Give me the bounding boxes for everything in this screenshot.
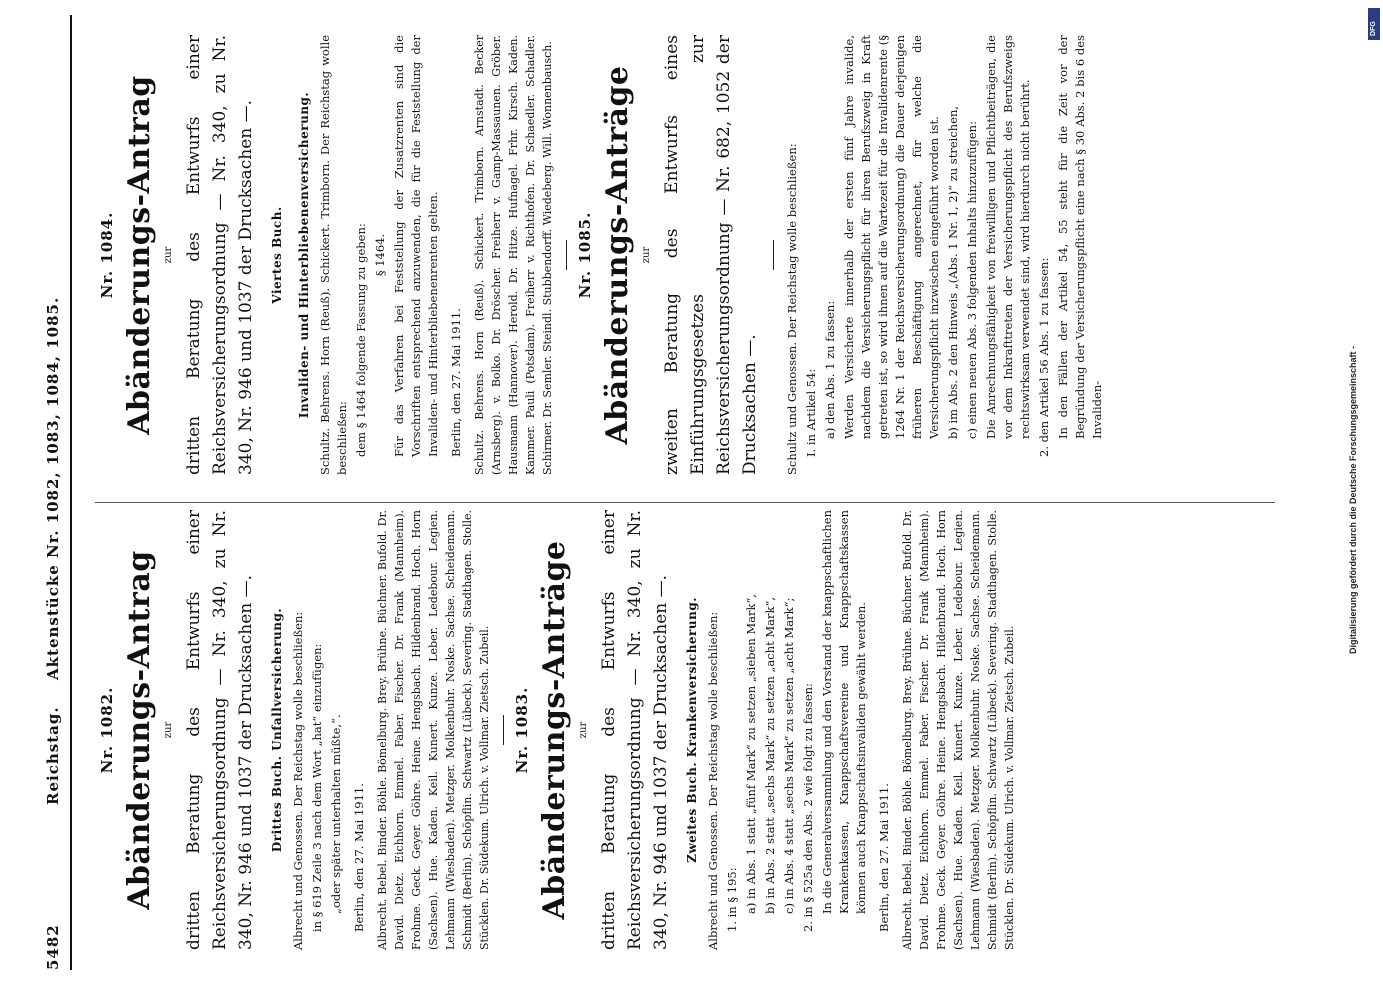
motion-date: Berlin, den 27. Mai 1911. [352, 783, 366, 932]
motion-1085 [577, 35, 1106, 475]
document-title: Aktenstücke Nr. 1082, 1083, 1084, 1085. [44, 296, 62, 680]
section-heading: Zweites Buch. Krankenversicherung. [685, 597, 699, 863]
list-item: 2. den Artikel 56 Abs. 1 zu fassen: [1037, 257, 1051, 457]
motion-number: Nr. 1085. [576, 211, 594, 299]
motion-number: Nr. 1083. [513, 686, 531, 774]
list-item: 2. in § 525a den Abs. 2 wie folgt zu fassen: [801, 683, 815, 932]
motion-intro: Albrecht und Genossen. Der Reichstag wolle beschließen: [706, 611, 720, 950]
paragraph-number: § 1464. [373, 233, 387, 277]
page-number: 5482 [44, 924, 62, 970]
motion-text: Werden Versicherte innerhalb der ersten fünf Jahre invalide, nachdem die Versicherungspflicht für ihren Berufszweig in Kraft getreten ist, so wird ihnen auf die Wartezeit für die Invalidenrente (§ 1264 Nr. 1 der Reichsversicherungsordnung) die Dauer derjenigen früheren Beschäftigung angerechnet, für welche die Versicherungspflicht inzwischen eingeführt worden ist. [842, 35, 941, 439]
motion-zur: zur [163, 721, 174, 739]
divider [773, 240, 774, 270]
list-item: a) den Abs. 1 zu fassen: [823, 300, 837, 439]
motion-lead: dritten Beratung des Entwurfs einer Reichsversicherungsordnung — Nr. 340, zu Nr. 340, Nr. 946 und 1037 der Drucksachen —. [184, 35, 256, 475]
motion-text: Die Anrechnungsfähigkeit von freiwilligen und Pflichtbeiträgen, die vor dem Inkrafttreten der Versicherungspflicht des Berufszweigs rechtswirksam verwendet sind, wird hierdurch nicht berührt. [984, 35, 1032, 439]
publication-name: Reichstag. [44, 706, 62, 805]
list-item: b) im Abs. 2 den Hinweis „(Abs. 1 Nr. 1, 2)“ zu streichen, [946, 105, 960, 439]
list-item: 1. in § 195: [725, 867, 739, 932]
motion-title: Abänderungs-Anträge [537, 540, 572, 920]
list-item: b) in Abs. 2 statt „sechs Mark“ zu setzen „acht Mark“, [763, 596, 777, 914]
motion-text: dem § 1464 folgende Fassung zu geben: [354, 223, 368, 457]
motion-number: Nr. 1084. [98, 211, 116, 299]
motion-1082 [99, 510, 493, 950]
motion-lead: zweiten Beratung des Entwurfs eines Einführungsgesetzes zur Reichsversicherungsordnung — Nr. 682, 1052 der Drucksachen —. [662, 35, 760, 475]
list-item: c) in Abs. 4 statt „sechs Mark“ zu setzen „acht Mark“; [782, 597, 796, 914]
motion-1083 [514, 510, 1018, 950]
list-item: I. in Artikel 54: [804, 368, 818, 457]
motion-zur: zur [641, 246, 652, 264]
section-heading: Viertes Buch. [270, 206, 284, 304]
motion-title: Abänderungs-Anträge [600, 65, 635, 445]
signatories: Albrecht. Bebel. Binder. Böhle. Bömelburg. Brey. Brühne. Büchner. Bufold. Dr. David. Dietz. Eichhorn. Emmel. Faber. Fischer. Dr. Frank (Mannheim). Frohme. Geck. Geyer. Göhre. Heine. Hengsbach. Hildenbrand. Hoch. Horn (Sachsen). Hue. Kaden. Keil. Kunert. Kunze. Leber. Ledebour. Legien. Lehmann (Wiesbaden). Metzger. Molkenbuhr. Noske. Sachse. Scheidemann. Schmidt (Berlin). Schöpflin. Schwartz (Lübeck). Severing. Stadthagen. Stolle. Stücklen. Dr. Südekum. Ulrich. v. Vollmar. Zietsch. Zubeil. [376, 510, 491, 950]
motion-text: In die Generalversammlung und den Vorstand der knappschaftlichen Krankenkassen, Knappschaftsvereine und Knappschaftskassen können auch Knappschaftsinvaliden gewählt werden. [820, 510, 868, 914]
motion-zur: zur [578, 721, 589, 739]
column-right [95, 35, 1108, 475]
signatories: Schultz. Behrens. Horn (Reuß). Schickert. Trimborn. Arnstadt. Becker (Arnsberg). v. Bolko. Dr. Dröscher. Freiherr v. Gamp-Massaunen. Gröber. Hausmann (Hannover). Herold. Dr. Hitze. Hufnagel. Frhr. Kirsch. Kaden. Kammer. Pauli (Potsdam). Freiherr v. Richthofen. Dr. Schaedler. Schadler. Schirmer. Dr. Semler. Steindl. Stubbendorff. Wiedeberg. Will. Wonnenbausch. [473, 35, 554, 475]
signatories: Albrecht. Bebel. Binder. Böhle. Bömelburg. Brey. Brühne. Büchner. Bufold. Dr. David. Dietz. Eichhorn. Emmel. Faber. Fischer. Dr. Frank (Mannheim). Frohme. Geck. Geyer. Göhre. Heine. Hengsbach. Hildenbrand. Hoch. Horn (Sachsen). Hue. Kaden. Keil. Kunert. Kunze. Leber. Ledebour. Legien. Lehmann (Wiesbaden). Metzger. Molkenbuhr. Noske. Sachse. Scheidemann. Schmidt (Berlin). Schöpflin. Schwartz (Lübeck). Severing. Stadthagen. Stolle. Stücklen. Dr. Südekum. Ulrich. v. Vollmar. Zietsch. Zubeil. [901, 510, 1016, 950]
section-heading: Drittes Buch. Unfallversicherung. [270, 607, 284, 853]
divider [566, 240, 567, 270]
motion-date: Berlin, den 27. Mai 1911. [877, 783, 891, 932]
motion-number: Nr. 1082. [98, 686, 116, 774]
divider [503, 715, 504, 745]
page-header [40, 15, 70, 970]
dfg-logo [1368, 8, 1380, 40]
header-rule [70, 15, 72, 970]
dfg-logo-text: DFG [1370, 21, 1377, 36]
motion-lead: dritten Beratung des Entwurfs einer Reichsversicherungsordnung — Nr. 340, zu Nr. 340, Nr. 946 und 1037 der Drucksachen —. [599, 510, 671, 950]
motion-title: Abänderungs-Antrag [122, 550, 157, 910]
motion-intro: Schultz und Genossen. Der Reichstag wolle beschließen: [785, 143, 799, 475]
motion-text: in § 619 Zeile 3 nach dem Wort „hat“ einzufügen: [310, 643, 324, 932]
subsection-heading: Invaliden- und Hinterbliebenenversicherung. [297, 91, 311, 419]
motion-title: Abänderungs-Antrag [122, 75, 157, 435]
motion-intro: Albrecht und Genossen. Der Reichstag wolle beschließen: [291, 611, 305, 950]
motion-lead: dritten Beratung des Entwurfs einer Reichsversicherungsordnung — Nr. 340, zu Nr. 340, Nr. 946 und 1037 der Drucksachen —. [184, 510, 256, 950]
column-left [95, 510, 1020, 950]
list-item: c) einen neuen Abs. 3 folgenden Inhalts hinzuzufügen: [965, 121, 979, 439]
column-divider [95, 502, 1275, 503]
credit-text: Digitalisierung gefördert durch die Deutsche Forschungsgemeinschaft - [1348, 345, 1358, 655]
motion-text: Für das Verfahren bei Feststellung der Zusatzrenten sind die Vorschriften entsprechend anzuwenden, die für die Feststellung der Invaliden- und Hinterbliebenenrenten gelten. [392, 35, 440, 457]
list-item: a) in Abs. 1 statt „fünf Mark“ zu setzen „sieben Mark“, [744, 593, 758, 914]
motion-text: In den Fällen der Artikel 54, 55 steht für die Zeit vor der Begründung der Versicherungspflicht eine nach § 30 Abs. 2 bis 6 des Invaliden- [1056, 35, 1104, 439]
digitization-credit [1338, 20, 1378, 980]
motion-1084 [99, 35, 556, 475]
motion-intro: Schultz. Behrens. Horn (Reuß). Schickert. Trimborn. Der Reichstag wolle beschließen: [318, 35, 349, 475]
motion-date: Berlin, den 27. Mai 1911. [449, 308, 463, 457]
motion-text: „oder später unterhalten müßte,“. [329, 714, 343, 914]
motion-zur: zur [163, 246, 174, 264]
